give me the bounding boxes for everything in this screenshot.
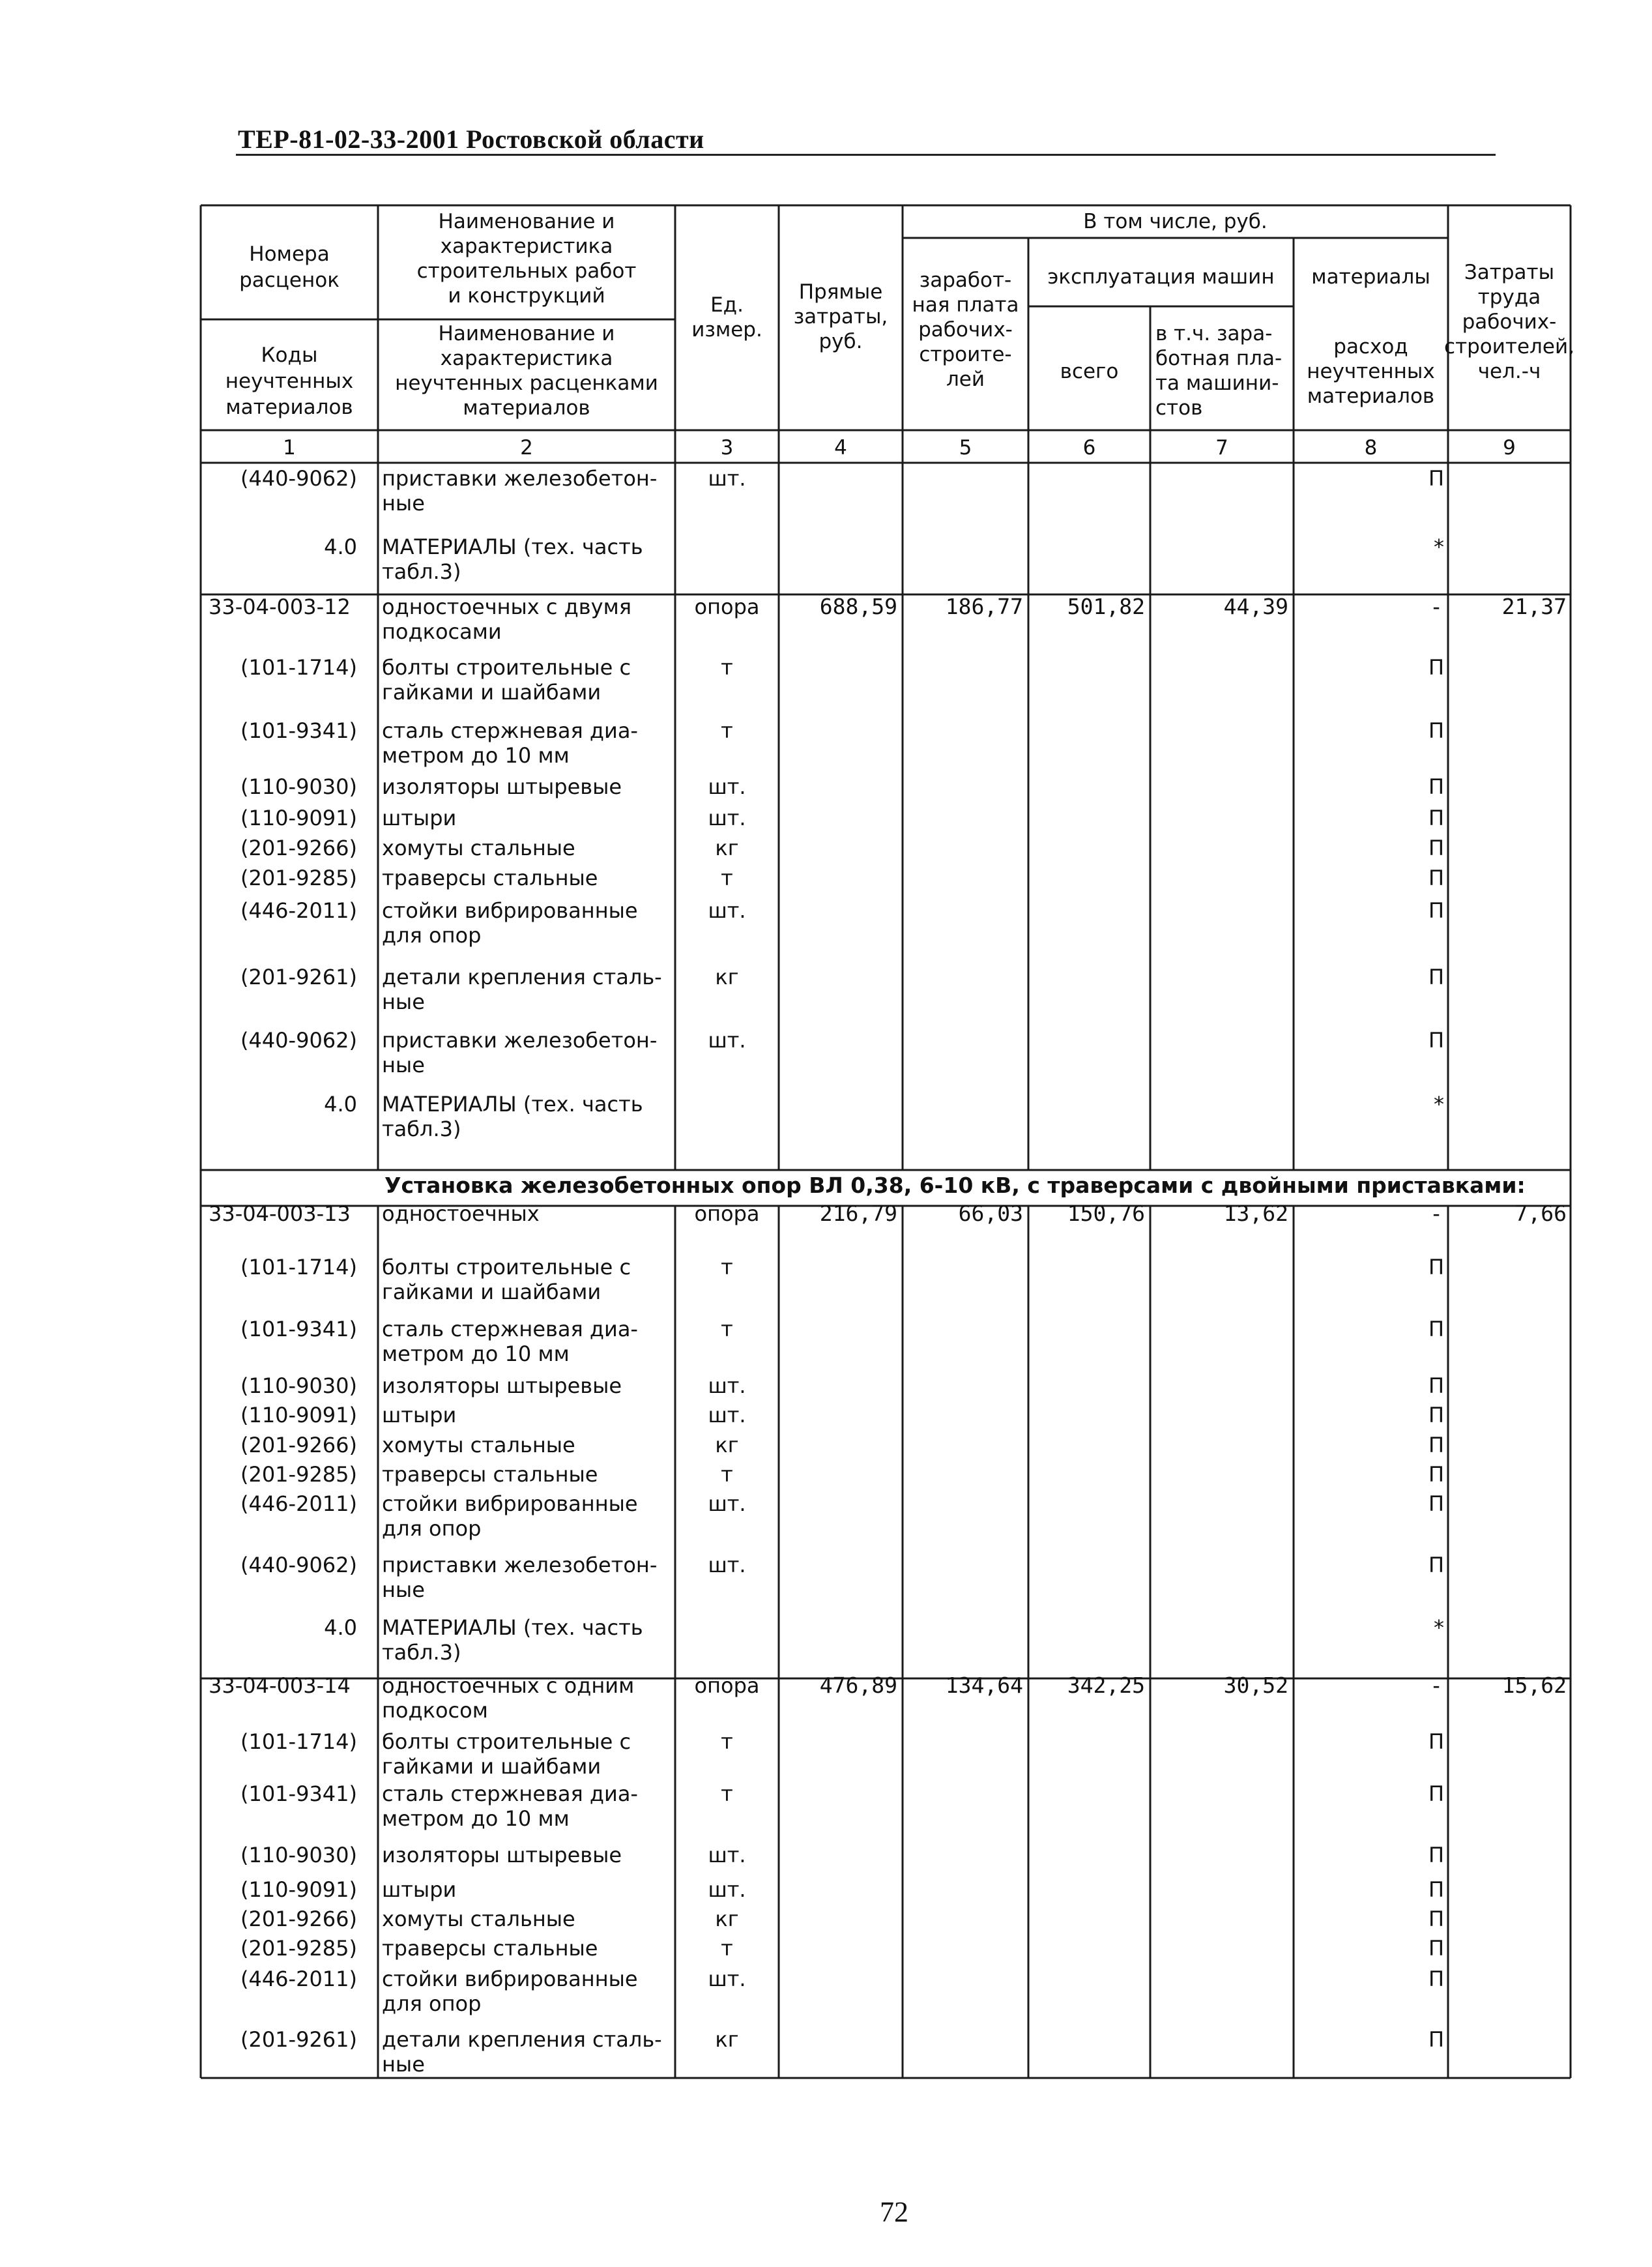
direct-costs-value: 216,79 bbox=[819, 1201, 897, 1226]
unit-of-measure: шт. bbox=[708, 1028, 746, 1053]
unit-of-measure: шт. bbox=[708, 1967, 746, 1991]
material-flag: П bbox=[1428, 1462, 1444, 1487]
material-flag: П bbox=[1428, 1729, 1444, 1754]
item-name: изоляторы штыревые bbox=[382, 1843, 622, 1867]
material-flag: * bbox=[1434, 1092, 1444, 1117]
header-rate-numbers: расценок bbox=[239, 269, 340, 292]
material-flag: П bbox=[1428, 2027, 1444, 2052]
header-material-name: Наименование и bbox=[438, 322, 615, 345]
unit-of-measure: т bbox=[721, 1255, 733, 1280]
header-wages: лей bbox=[946, 368, 985, 391]
labor-costs-value: 15,62 bbox=[1501, 1673, 1567, 1698]
rate-code: (101-1714) bbox=[240, 655, 357, 680]
unit-of-measure: т bbox=[721, 1317, 733, 1341]
labor-costs-value: 21,37 bbox=[1501, 594, 1567, 619]
header-work-name: строительных работ bbox=[416, 259, 637, 283]
material-flag: П bbox=[1428, 1317, 1444, 1341]
item-name: метром до 10 мм bbox=[382, 1341, 570, 1366]
material-flag: П bbox=[1428, 1433, 1444, 1457]
item-name: подкосами bbox=[382, 619, 502, 644]
unit-of-measure: т bbox=[721, 1936, 733, 1961]
rate-code: (101-9341) bbox=[240, 718, 357, 743]
material-flag: П bbox=[1428, 806, 1444, 830]
rate-code: (440-9062) bbox=[240, 466, 357, 491]
unit-of-measure: шт. bbox=[708, 1553, 746, 1577]
column-number: 4 bbox=[834, 436, 847, 460]
material-flag: П bbox=[1428, 1373, 1444, 1398]
material-flag: П bbox=[1428, 1907, 1444, 1931]
rate-code: 33-04-003-13 bbox=[209, 1201, 351, 1226]
item-name: изоляторы штыревые bbox=[382, 1373, 622, 1398]
section-title: Установка железобетонных опор ВЛ 0,38, 6-10 кВ, с траверсами с двойными приставками: bbox=[384, 1173, 1526, 1198]
header-unaccounted-materials: расход bbox=[1333, 335, 1408, 358]
item-name: ные bbox=[382, 1577, 425, 1602]
rate-code: (110-9030) bbox=[240, 774, 357, 799]
unit-of-measure: кг bbox=[715, 965, 739, 989]
rate-code: (446-2011) bbox=[240, 1967, 357, 1991]
item-name: метром до 10 мм bbox=[382, 1806, 570, 1831]
machines-total-value: 501,82 bbox=[1067, 594, 1145, 619]
header-unaccounted-materials: материалов bbox=[1307, 385, 1435, 408]
item-name: табл.3) bbox=[382, 1640, 461, 1665]
material-flag: П bbox=[1428, 1877, 1444, 1902]
rate-code: (440-9062) bbox=[240, 1553, 357, 1577]
item-name: траверсы стальные bbox=[382, 1936, 598, 1961]
unit-of-measure: шт. bbox=[708, 774, 746, 799]
material-flag: П bbox=[1428, 1255, 1444, 1280]
column-number: 1 bbox=[283, 436, 296, 460]
header-material-name: характеристика bbox=[440, 347, 613, 370]
column-number: 7 bbox=[1215, 436, 1228, 460]
rate-code: (110-9030) bbox=[240, 1843, 357, 1867]
direct-costs-value: 688,59 bbox=[819, 594, 897, 619]
machinist-wages-value: 13,62 bbox=[1223, 1201, 1288, 1226]
machines-total-value: 150,76 bbox=[1067, 1201, 1145, 1226]
machinist-wages-value: 30,52 bbox=[1223, 1673, 1288, 1698]
material-flag: П bbox=[1428, 655, 1444, 680]
item-name: хомуты стальные bbox=[382, 836, 575, 860]
unit-of-measure: т bbox=[721, 866, 733, 890]
item-name: МАТЕРИАЛЫ (тех. часть bbox=[382, 1615, 643, 1640]
unit-of-measure: шт. bbox=[708, 1403, 746, 1427]
header-labor-costs: строителей, bbox=[1444, 335, 1574, 358]
header-material-name: неучтенных расценками bbox=[395, 372, 658, 395]
item-name: приставки железобетон- bbox=[382, 466, 658, 491]
header-work-name: Наименование и bbox=[438, 210, 615, 233]
unit-of-measure: шт. bbox=[708, 806, 746, 830]
item-name: метром до 10 мм bbox=[382, 743, 570, 768]
material-flag: П bbox=[1428, 1403, 1444, 1427]
unit-of-measure: шт. bbox=[708, 1491, 746, 1516]
header-group-label: В том числе, руб. bbox=[1083, 210, 1268, 233]
item-name: ные bbox=[382, 2052, 425, 2077]
material-flag: П bbox=[1428, 1491, 1444, 1516]
unit-of-measure: т bbox=[721, 1729, 733, 1754]
wages-value: 66,03 bbox=[958, 1201, 1023, 1226]
labor-costs-value: 7,66 bbox=[1514, 1201, 1567, 1226]
header-unaccounted-materials: неучтенных bbox=[1307, 360, 1435, 383]
header-labor-costs: рабочих- bbox=[1462, 310, 1557, 334]
header-unit: Ед. bbox=[710, 293, 744, 317]
header-direct-costs: Прямые bbox=[798, 280, 883, 304]
item-name: штыри bbox=[382, 1403, 457, 1427]
rate-code: (110-9091) bbox=[240, 1877, 357, 1902]
direct-costs-value: 476,89 bbox=[819, 1673, 897, 1698]
rate-code: (101-9341) bbox=[240, 1781, 357, 1806]
item-name: ные bbox=[382, 1053, 425, 1077]
unit-of-measure: шт. bbox=[708, 1843, 746, 1867]
item-name: для опор bbox=[382, 923, 482, 948]
rate-code: (440-9062) bbox=[240, 1028, 357, 1053]
material-flag: П bbox=[1428, 1936, 1444, 1961]
material-flag: * bbox=[1434, 1615, 1444, 1640]
item-name: МАТЕРИАЛЫ (тех. часть bbox=[382, 1092, 643, 1117]
material-flag: П bbox=[1428, 965, 1444, 989]
material-flag: П bbox=[1428, 774, 1444, 799]
header-labor-costs: чел.-ч bbox=[1477, 360, 1541, 383]
rate-code: (201-9285) bbox=[240, 866, 357, 890]
unaccounted-materials-value: - bbox=[1430, 594, 1443, 619]
item-name: болты строительные с bbox=[382, 655, 631, 680]
column-number: 3 bbox=[720, 436, 734, 460]
header-materials-label: материалы bbox=[1311, 265, 1430, 289]
item-name: одностоечных с одним bbox=[382, 1673, 635, 1698]
material-flag: П bbox=[1428, 836, 1444, 860]
item-name: гайками и шайбами bbox=[382, 1754, 601, 1779]
material-flag: П bbox=[1428, 898, 1444, 923]
unit-of-measure: т bbox=[721, 1781, 733, 1806]
item-name: хомуты стальные bbox=[382, 1907, 575, 1931]
unit-of-measure: шт. bbox=[708, 1373, 746, 1398]
machines-total-value: 342,25 bbox=[1067, 1673, 1145, 1698]
item-name: одностоечных с двумя bbox=[382, 594, 631, 619]
rate-code: 4.0 bbox=[324, 534, 357, 559]
rate-code: (201-9261) bbox=[240, 2027, 357, 2052]
header-rate-numbers: Номера bbox=[249, 242, 330, 266]
material-flag: П bbox=[1428, 1028, 1444, 1053]
header-machinist-wages: та машини- bbox=[1155, 372, 1279, 395]
header-wages: ная плата bbox=[912, 293, 1019, 317]
item-name: стойки вибрированные bbox=[382, 898, 638, 923]
rate-code: (201-9266) bbox=[240, 836, 357, 860]
material-flag: П bbox=[1428, 718, 1444, 743]
header-machinist-wages: в т.ч. зара- bbox=[1155, 322, 1273, 345]
item-name: болты строительные с bbox=[382, 1255, 631, 1280]
unit-of-measure: шт. bbox=[708, 466, 746, 491]
item-name: табл.3) bbox=[382, 559, 461, 584]
header-material-codes: материалов bbox=[225, 396, 353, 419]
rate-code: (101-9341) bbox=[240, 1317, 357, 1341]
rate-code: 4.0 bbox=[324, 1092, 357, 1117]
header-work-name: характеристика bbox=[440, 235, 613, 258]
header-unit: измер. bbox=[691, 318, 762, 342]
unit-of-measure: шт. bbox=[708, 1877, 746, 1902]
header-direct-costs: руб. bbox=[819, 330, 863, 353]
header-machinist-wages: стов bbox=[1155, 396, 1203, 420]
rate-code: 4.0 bbox=[324, 1615, 357, 1640]
item-name: сталь стержневая диа- bbox=[382, 1317, 638, 1341]
item-name: табл.3) bbox=[382, 1117, 461, 1141]
material-flag: П bbox=[1428, 466, 1444, 491]
rate-code: (201-9261) bbox=[240, 965, 357, 989]
item-name: сталь стержневая диа- bbox=[382, 718, 638, 743]
header-wages: заработ- bbox=[919, 269, 1012, 292]
header-wages: строите- bbox=[919, 343, 1012, 366]
document-title: ТЕР-81-02-33-2001 Ростовской области bbox=[238, 124, 704, 154]
unit-of-measure: кг bbox=[715, 2027, 739, 2052]
unit-of-measure: т bbox=[721, 1462, 733, 1487]
unit-of-measure: т bbox=[721, 655, 733, 680]
item-name: гайками и шайбами bbox=[382, 1280, 601, 1304]
header-machines-total: всего bbox=[1060, 360, 1119, 383]
material-flag: П bbox=[1428, 1843, 1444, 1867]
item-name: стойки вибрированные bbox=[382, 1967, 638, 1991]
rate-code: (201-9266) bbox=[240, 1433, 357, 1457]
wages-value: 186,77 bbox=[945, 594, 1023, 619]
header-machinist-wages: ботная пла- bbox=[1155, 347, 1282, 370]
item-name: подкосом bbox=[382, 1698, 488, 1723]
unit-of-measure: кг bbox=[715, 1907, 739, 1931]
rate-code: 33-04-003-14 bbox=[209, 1673, 351, 1698]
item-name: приставки железобетон- bbox=[382, 1028, 658, 1053]
header-material-codes: Коды bbox=[261, 344, 318, 367]
wages-value: 134,64 bbox=[945, 1673, 1023, 1698]
item-name: одностоечных bbox=[382, 1201, 540, 1226]
header-machines-label: эксплуатация машин bbox=[1047, 265, 1275, 289]
unaccounted-materials-value: - bbox=[1430, 1201, 1443, 1226]
unit-of-measure: опора bbox=[694, 1673, 760, 1698]
page-number: 72 bbox=[880, 2196, 908, 2228]
unit-of-measure: кг bbox=[715, 1433, 739, 1457]
unaccounted-materials-value: - bbox=[1430, 1673, 1443, 1698]
rate-code: (201-9285) bbox=[240, 1936, 357, 1961]
item-name: сталь стержневая диа- bbox=[382, 1781, 638, 1806]
item-name: МАТЕРИАЛЫ (тех. часть bbox=[382, 534, 643, 559]
unit-of-measure: кг bbox=[715, 836, 739, 860]
item-name: для опор bbox=[382, 1516, 482, 1541]
rate-code: (201-9266) bbox=[240, 1907, 357, 1931]
rate-code: 33-04-003-12 bbox=[209, 594, 351, 619]
rate-code: (110-9091) bbox=[240, 806, 357, 830]
header-material-name: материалов bbox=[463, 396, 590, 420]
item-name: штыри bbox=[382, 1877, 457, 1902]
material-flag: П bbox=[1428, 1553, 1444, 1577]
material-flag: * bbox=[1434, 534, 1444, 559]
item-name: ные bbox=[382, 491, 425, 516]
column-number: 5 bbox=[959, 436, 972, 460]
material-flag: П bbox=[1428, 1781, 1444, 1806]
item-name: болты строительные с bbox=[382, 1729, 631, 1754]
header-wages: рабочих- bbox=[918, 318, 1013, 342]
unit-of-measure: шт. bbox=[708, 898, 746, 923]
item-name: траверсы стальные bbox=[382, 866, 598, 890]
item-name: траверсы стальные bbox=[382, 1462, 598, 1487]
rate-code: (201-9285) bbox=[240, 1462, 357, 1487]
rate-code: (446-2011) bbox=[240, 1491, 357, 1516]
rate-code: (101-1714) bbox=[240, 1255, 357, 1280]
item-name: приставки железобетон- bbox=[382, 1553, 658, 1577]
rate-code: (446-2011) bbox=[240, 898, 357, 923]
item-name: штыри bbox=[382, 806, 457, 830]
machinist-wages-value: 44,39 bbox=[1223, 594, 1288, 619]
header-work-name: и конструкций bbox=[448, 284, 605, 308]
header-direct-costs: затраты, bbox=[793, 305, 888, 329]
column-number: 8 bbox=[1364, 436, 1378, 460]
column-number: 6 bbox=[1082, 436, 1096, 460]
item-name: детали крепления сталь- bbox=[382, 2027, 662, 2052]
unit-of-measure: т bbox=[721, 718, 733, 743]
item-name: ные bbox=[382, 989, 425, 1014]
material-flag: П bbox=[1428, 1967, 1444, 1991]
item-name: изоляторы штыревые bbox=[382, 774, 622, 799]
item-name: хомуты стальные bbox=[382, 1433, 575, 1457]
header-labor-costs: Затраты bbox=[1464, 261, 1555, 284]
material-flag: П bbox=[1428, 866, 1444, 890]
table-text bbox=[209, 210, 1574, 2077]
header-material-codes: неучтенных bbox=[225, 370, 354, 393]
item-name: гайками и шайбами bbox=[382, 680, 601, 705]
item-name: детали крепления сталь- bbox=[382, 965, 662, 989]
column-number: 9 bbox=[1503, 436, 1516, 460]
item-name: стойки вибрированные bbox=[382, 1491, 638, 1516]
item-name: для опор bbox=[382, 1991, 482, 2016]
column-number: 2 bbox=[520, 436, 533, 460]
rate-code: (110-9030) bbox=[240, 1373, 357, 1398]
unit-of-measure: опора bbox=[694, 1201, 760, 1226]
unit-of-measure: опора bbox=[694, 594, 760, 619]
header-labor-costs: труда bbox=[1477, 285, 1541, 309]
rate-code: (101-1714) bbox=[240, 1729, 357, 1754]
rate-code: (110-9091) bbox=[240, 1403, 357, 1427]
